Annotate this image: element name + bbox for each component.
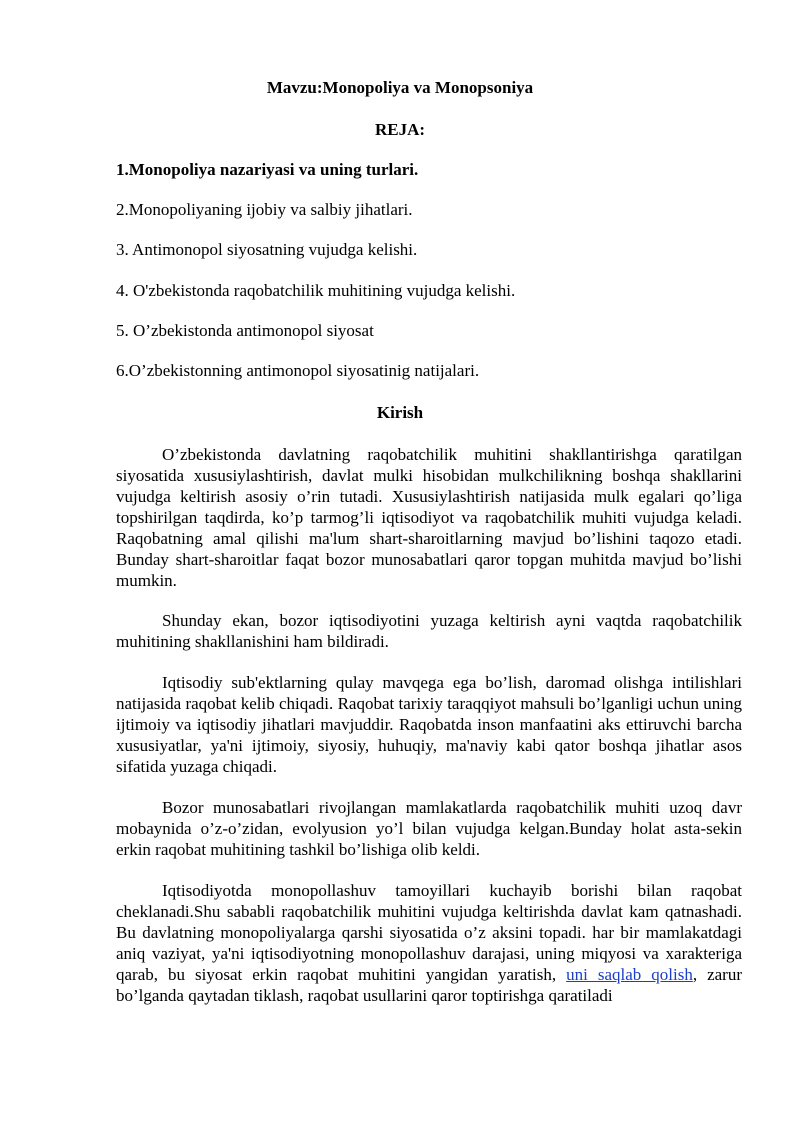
- plan-item: 6.O’zbekistonning antimonopol siyosatinig natijalari.: [116, 361, 480, 380]
- intro-heading: Kirish: [376, 403, 424, 422]
- body-paragraph: Bozor munosabatlari rivojlangan mamlakatlarda raqobatchilik muhiti uzoq davr mobaynida o’z-o’zidan, evolyusion yo’l bilan vujudga kelgan.Bunday holat asta-sekin erkin raqobat muhitining tashkil bo’lishiga olib keldi.: [116, 798, 742, 859]
- paragraph-text: Iqtisodiyotda monopollashuv tamoyillari kuchayib borishi bilan raqobat cheklanadi.Shu sababli raqobatchilik muhitini vujudga keltirishda davlat kam qatnashadi. Bu davlatning monopoliyalarga qarshi siyosatida o’z aksini topadi. har bir mamlakatdagi aniq vaziyat, ya'ni iqtisodiyotning monopollashuv darajasi, uning miqyosi va xarakteriga qarab, bu siyosat erkin raqobat muhitini yangidan yaratish,: [116, 881, 742, 984]
- plan-item: 3. Antimonopol siyosatning vujudga kelishi.: [116, 240, 418, 259]
- body-paragraph: Iqtisodiy sub'ektlarning qulay mavqega ega bo’lish, daromad olishga intilishlari natijasida raqobat kelib chiqadi. Raqobat tarixiy taraqqiyot mahsuli bo’lganligi uchun uning ijtimoiy va iqtisodiy jihatlari mavjuddir. Raqobatda inson manfaatini aks ettiruvchi barcha xususiyatlar, ya'ni ijtimoiy, siyosiy, huhuqiy, ma'naviy kabi qator boshqa jihatlar asos sifatida yuzaga chiqadi.: [116, 673, 742, 776]
- plan-item: 4. O'zbekistonda raqobatchilik muhitining vujudga kelishi.: [116, 281, 516, 300]
- paragraph-text: , zarur bo’lganda qaytadan tiklash, raqobat usullarini qaror toptirishga qaratiladi: [116, 965, 743, 1005]
- document-title: Mavzu:Monopoliya va Monopsoniya: [266, 78, 534, 97]
- plan-item: 2.Monopoliyaning ijobiy va salbiy jihatlari.: [116, 200, 413, 219]
- plan-heading: REJA:: [374, 120, 426, 139]
- body-paragraph: [116, 880, 742, 1006]
- plan-item: 1.Monopoliya nazariyasi va uning turlari.: [116, 160, 419, 179]
- body-paragraph: Shunday ekan, bozor iqtisodiyotini yuzaga keltirish ayni vaqtda raqobatchilik muhitining shakllanishini ham bildiradi.: [116, 611, 742, 651]
- inline-link[interactable]: uni saqlab qolish: [566, 965, 693, 984]
- plan-item: 5. O’zbekistonda antimonopol siyosat: [116, 321, 374, 340]
- body-paragraph: O’zbekistonda davlatning raqobatchilik muhitini shakllantirishga qaratilgan siyosatida xususiylashtirish, davlat mulki hisobidan mulkchilikning boshqa shakllarini vujudga keltirish asosiy o’rin tutadi. Xususiylashtirish natijasida mulk egalari qo’liga topshirilgan taqdirda, ko’p tarmog’li iqtisodiyot va raqobatchilik muhiti vujudga keladi. Raqobatning amal qilishi ma'lum shart-sharoitlarning mavjud bo’lishini taqozo etadi. Bunday shart-sharoitlar faqat bozor munosabatlari qaror topgan muhitda mavjud bo’lishi mumkin.: [116, 445, 742, 590]
